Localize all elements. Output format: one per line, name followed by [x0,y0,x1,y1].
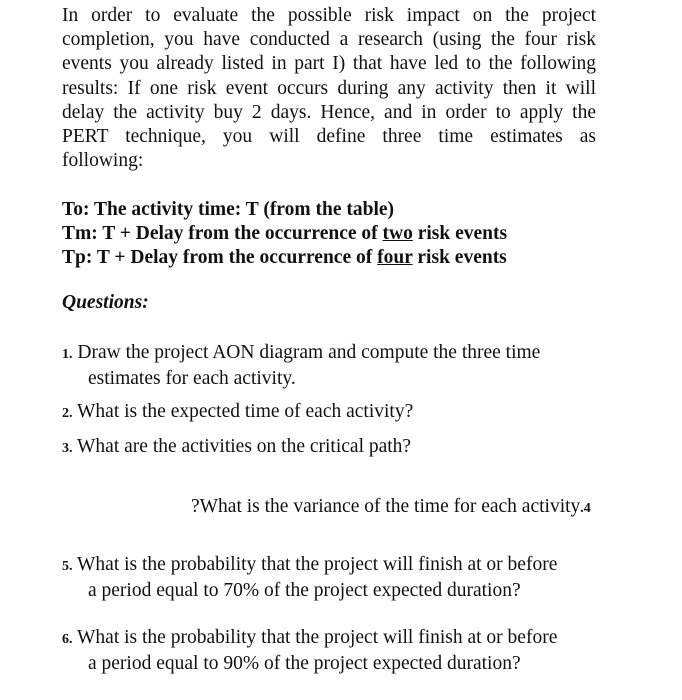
question-text: ?What is the variance of the time for each activity [191,496,581,517]
definition-tm [62,222,507,246]
question-number: 2. [62,406,73,421]
definition-tm-text: Tm: T + Delay from the occurrence of [62,223,383,244]
intro-line: In order to evaluate the possible risk impact on the project [62,5,596,26]
question-number: 5. [62,559,73,574]
question-text: What is the expected time of each activity? [77,401,414,422]
intro-line: delay the activity buy 2 days. Hence, and in order to apply the [62,101,596,123]
question-number: 6. [62,632,73,647]
question-item [62,400,413,426]
question-text-continued: estimates for each activity. [88,368,296,389]
definition-tp-suffix: risk events [412,247,507,268]
question-text: What is the probability that the project will finish at or before [77,627,558,648]
question-text-continued: a period equal to 90% of the project expected duration? [88,653,521,674]
time-estimate-definitions [62,198,507,270]
definition-tm-underlined: two [382,223,413,244]
question-text-continued: a period equal to 70% of the project expected duration? [88,580,521,601]
definition-tp-underlined: four [377,247,413,268]
question-item [62,341,540,391]
question-text: What are the activities on the critical path? [77,436,412,457]
definition-tp [62,246,507,270]
intro-line: PERT technique, you will define three time estimates as [62,126,596,148]
questions-heading: Questions: [62,292,149,313]
intro-line: following: [62,150,144,172]
question-item [62,435,411,461]
intro-line: completion, you have conducted a research (using the four risk [62,29,596,51]
intro-line: results: If one risk event occurs during any activity then it will [62,77,596,99]
intro-line: events you already listed in part I) that have led to the following [62,53,596,75]
question-text: Draw the project AON diagram and compute the three time [77,342,541,363]
question-number: 1. [62,347,73,362]
definition-tp-text: Tp: T + Delay from the occurrence of [62,247,378,268]
definition-tm-suffix: risk events [412,223,508,244]
question-number: .4 [580,501,591,516]
question-item [62,553,557,603]
question-item [191,495,591,521]
intro-paragraph [62,4,596,173]
question-number: 3. [62,441,73,456]
definition-to: To: The activity time: T (from the table) [62,199,395,220]
question-item [62,626,557,676]
question-text: What is the probability that the project will finish at or before [77,554,558,575]
